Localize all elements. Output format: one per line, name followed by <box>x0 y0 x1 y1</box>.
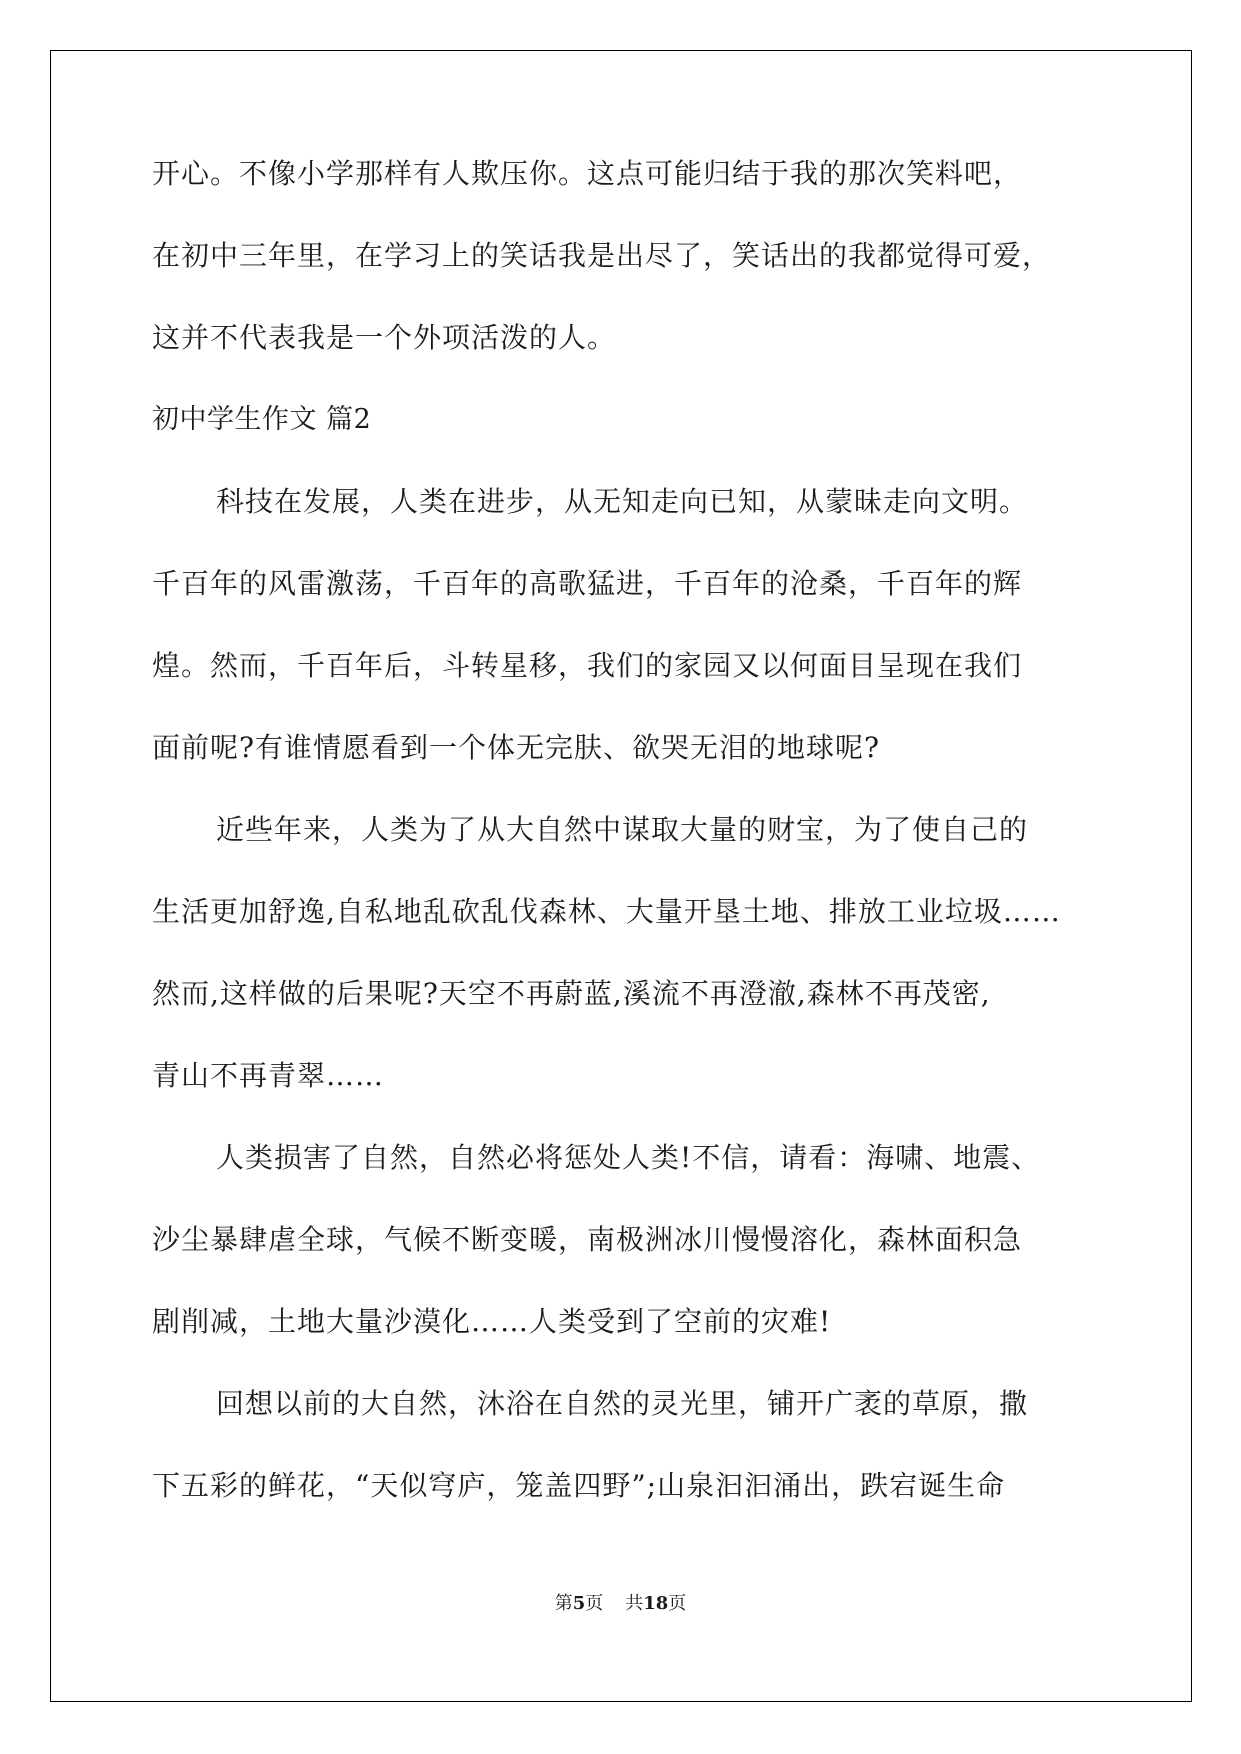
paragraph-first-line: 科技在发展，人类在进步，从无知走向已知，从蒙昧走向文明。 <box>216 485 1029 518</box>
text-line: 青山不再青翠…… <box>152 1059 385 1092</box>
text-line: 开心。不像小学那样有人欺压你。这点可能归结于我的那次笑料吧， <box>152 157 1023 190</box>
text-line: 下五彩的鲜花，“天似穹庐，笼盖四野”;山泉汩汩涌出，跌宕诞生命 <box>152 1469 1006 1502</box>
text-line: 煌。然而，千百年后，斗转星移，我们的家园又以何面目呈现在我们 <box>152 649 1023 682</box>
text-line: 千百年的风雷激荡，千百年的高歌猛进，千百年的沧桑，千百年的辉 <box>152 567 1023 600</box>
text-line: 剧削减，土地大量沙漠化……人类受到了空前的灾难! <box>152 1305 832 1338</box>
page-footer <box>0 1593 1241 1615</box>
section-heading: 初中学生作文 篇2 <box>152 404 372 435</box>
page-current: 5 <box>572 1593 586 1614</box>
text-line: 沙尘暴肆虐全球，气候不断变暖，南极洲冰川慢慢溶化，森林面积急 <box>152 1223 1023 1256</box>
paragraph-first-line: 回想以前的大自然，沐浴在自然的灵光里，铺开广袤的草原，撒 <box>216 1387 1029 1420</box>
text-line: 面前呢?有谁情愿看到一个体无完肤、欲哭无泪的地球呢? <box>152 731 881 764</box>
text-line: 生活更加舒逸,自私地乱砍乱伐森林、大量开垦土地、排放工业垃圾…… <box>152 895 1061 928</box>
page-border <box>50 50 1192 1702</box>
total-unit: 页 <box>668 1593 687 1614</box>
text-line: 在初中三年里，在学习上的笑话我是出尽了，笑话出的我都觉得可爱， <box>152 239 1052 272</box>
text-line: 这并不代表我是一个外项活泼的人。 <box>152 321 617 354</box>
paragraph-first-line: 人类损害了自然，自然必将惩处人类!不信，请看：海啸、地震、 <box>216 1141 1041 1174</box>
page-prefix: 第 <box>554 1593 573 1614</box>
total-prefix: 共 <box>625 1593 644 1614</box>
page-total: 18 <box>643 1593 669 1614</box>
page-unit: 页 <box>585 1593 604 1614</box>
paragraph-first-line: 近些年来，人类为了从大自然中谋取大量的财宝，为了使自己的 <box>216 813 1029 846</box>
text-line: 然而,这样做的后果呢?天空不再蔚蓝,溪流不再澄澈,森林不再茂密, <box>152 977 991 1010</box>
